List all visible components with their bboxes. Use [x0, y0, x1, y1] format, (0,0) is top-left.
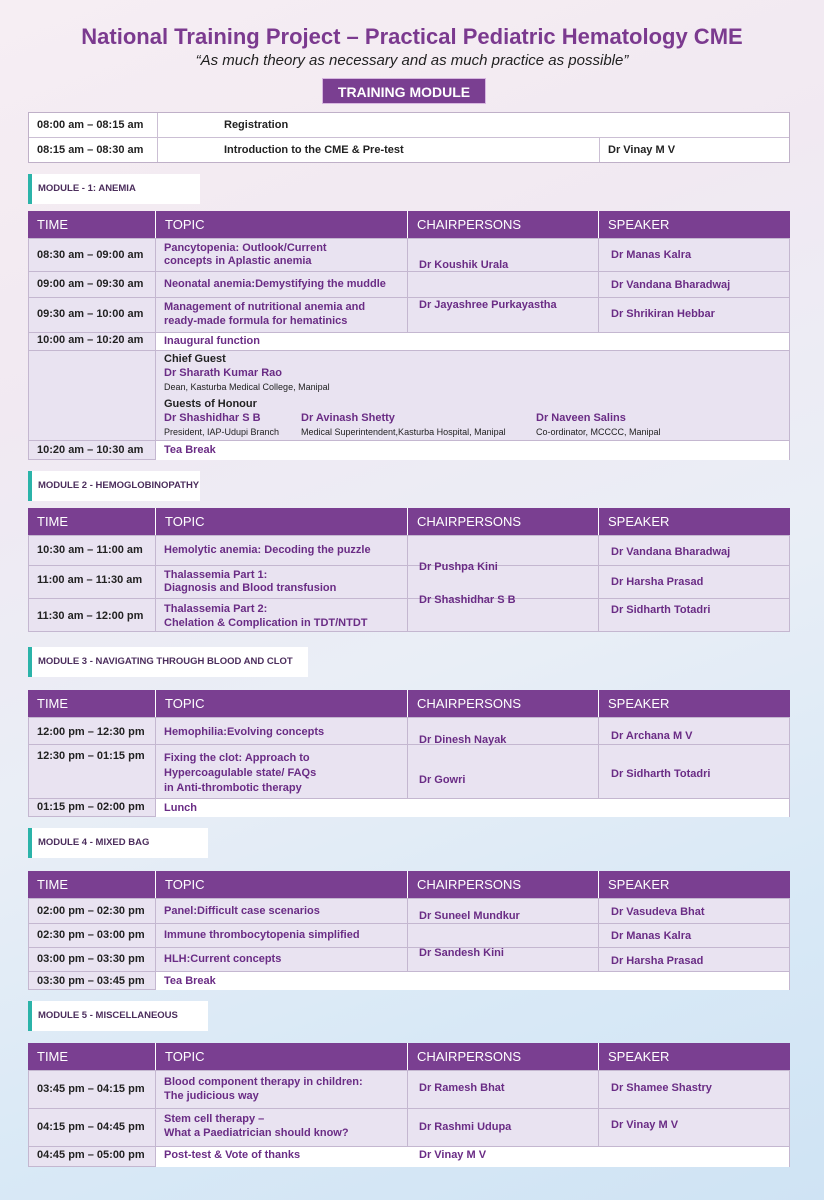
accent-bar — [28, 174, 32, 204]
chief-guest-role: Dean, Kasturba Medical College, Manipal — [164, 382, 330, 392]
time-cell: 09:00 am – 09:30 am — [37, 278, 144, 290]
table-header — [28, 690, 790, 717]
module-5-label — [28, 1001, 208, 1031]
table-row — [29, 138, 789, 162]
col-speaker: SPEAKER — [598, 871, 790, 898]
module-4-table — [28, 898, 790, 990]
module-1-label — [28, 174, 200, 204]
time-cell: 01:15 pm – 02:00 pm — [37, 801, 145, 813]
topic-cell: ready-made formula for hematinics — [164, 315, 348, 327]
time-cell: 03:45 pm – 04:15 pm — [37, 1083, 145, 1095]
table-row — [29, 113, 789, 138]
chairperson: Dr Rashmi Udupa — [419, 1121, 512, 1133]
col-chairpersons: CHAIRPERSONS — [407, 1043, 598, 1070]
module-title: MODULE 2 - HEMOGLOBINOPATHY — [38, 480, 200, 491]
chairperson: Dr Vinay M V — [419, 1149, 487, 1161]
guest-role: President, IAP-Udupi Branch — [164, 427, 280, 437]
topic-cell: Chelation & Complication in TDT/NTDT — [164, 617, 368, 629]
topic-cell: Post-test & Vote of thanks — [164, 1149, 301, 1161]
time-cell: 08:00 am – 08:15 am — [37, 119, 144, 131]
guests-label: Guests of Honour — [164, 398, 257, 410]
time-cell: 02:00 pm – 02:30 pm — [37, 905, 145, 917]
topic-cell: Panel:Difficult case scenarios — [164, 905, 320, 917]
table-header — [28, 211, 790, 238]
col-chairpersons: CHAIRPERSONS — [407, 508, 598, 535]
module-title: MODULE - 1: ANEMIA — [38, 183, 136, 194]
col-time: TIME — [37, 1049, 69, 1064]
module-2-label — [28, 471, 200, 501]
guest-role: Medical Superintendent,Kasturba Hospital, Manipal — [301, 427, 506, 437]
topic-cell: Pancytopenia: Outlook/Current — [164, 242, 327, 254]
col-chairpersons: CHAIRPERSONS — [407, 871, 598, 898]
guest-name: Dr Naveen Salins — [536, 412, 626, 424]
table-header — [28, 508, 790, 535]
col-speaker: SPEAKER — [598, 690, 790, 717]
topic-cell: Hemophilia:Evolving concepts — [164, 726, 325, 738]
topic-cell: Immune thrombocytopenia simplified — [164, 929, 360, 941]
time-cell: 12:00 pm – 12:30 pm — [37, 726, 145, 738]
topic-cell: Fixing the clot: Approach to — [164, 752, 310, 764]
chairperson: Dr Suneel Mundkur — [419, 910, 520, 922]
time-cell: 08:15 am – 08:30 am — [37, 144, 144, 156]
chairperson: Dr Koushik Urala — [419, 259, 509, 271]
col-speaker: SPEAKER — [598, 508, 790, 535]
speaker-cell: Dr Manas Kalra — [611, 249, 692, 261]
chairperson: Dr Jayashree Purkayastha — [419, 299, 557, 311]
module-title: MODULE 5 - MISCELLANEOUS — [38, 1010, 178, 1021]
module-title: MODULE 4 - MIXED BAG — [38, 837, 150, 848]
chairperson: Dr Dinesh Nayak — [419, 734, 507, 746]
time-cell: 10:30 am – 11:00 am — [37, 544, 143, 556]
topic-cell: Lunch — [164, 802, 197, 814]
module-3-label — [28, 647, 308, 677]
col-topic: TOPIC — [155, 211, 407, 238]
speaker-cell: Dr Archana M V — [611, 730, 693, 742]
chairperson: Dr Gowri — [419, 774, 466, 786]
col-time: TIME — [37, 514, 69, 529]
table-header — [28, 871, 790, 898]
speaker-cell: Dr Vasudeva Bhat — [611, 906, 705, 918]
col-time: TIME — [37, 696, 69, 711]
guest-name: Dr Avinash Shetty — [301, 412, 395, 424]
topic-cell: Stem cell therapy – — [164, 1113, 265, 1125]
chairperson: Dr Pushpa Kini — [419, 561, 498, 573]
topic-cell: What a Paediatrician should know? — [164, 1127, 349, 1139]
tagline: “As much theory as necessary and as much practice as possible” — [195, 52, 629, 69]
module-1-table — [28, 238, 790, 460]
col-time: TIME — [37, 877, 69, 892]
time-cell: 12:30 pm – 01:15 pm — [37, 750, 145, 762]
accent-bar — [28, 471, 32, 501]
training-module-label: TRAINING MODULE — [322, 78, 486, 104]
col-topic: TOPIC — [155, 1043, 407, 1070]
chairperson: Dr Shashidhar S B — [419, 594, 516, 606]
guest-name: Dr Shashidhar S B — [164, 412, 261, 424]
module-4-label — [28, 828, 208, 858]
time-cell: 11:30 am – 12:00 pm — [37, 610, 144, 622]
time-cell: 09:30 am – 10:00 am — [37, 308, 144, 320]
time-cell: 03:00 pm – 03:30 pm — [37, 953, 145, 965]
speaker-cell: Dr Harsha Prasad — [611, 955, 704, 967]
speaker-cell: Dr Vinay M V — [611, 1119, 679, 1131]
time-cell: 04:45 pm – 05:00 pm — [37, 1149, 145, 1161]
module-3-table — [28, 717, 790, 817]
topic-cell: HLH:Current concepts — [164, 953, 282, 965]
speaker-cell: Dr Harsha Prasad — [611, 576, 704, 588]
module-5-table — [28, 1070, 790, 1167]
module-2-table — [28, 535, 790, 632]
speaker-cell — [599, 113, 789, 137]
topic-cell: in Anti-thrombotic therapy — [164, 782, 302, 794]
topic-cell: Inaugural function — [164, 335, 260, 347]
module-title: MODULE 3 - NAVIGATING THROUGH BLOOD AND CLOT — [38, 656, 293, 667]
time-cell: 04:15 pm – 04:45 pm — [37, 1121, 145, 1133]
col-speaker: SPEAKER — [598, 1043, 790, 1070]
time-cell: 11:00 am – 11:30 am — [37, 574, 143, 586]
topic-cell: Tea Break — [164, 975, 216, 987]
time-cell: 10:20 am – 10:30 am — [37, 444, 144, 456]
topic-cell: The judicious way — [164, 1090, 259, 1102]
speaker-cell: Dr Shrikiran Hebbar — [611, 308, 715, 320]
topic-cell: concepts in Aplastic anemia — [164, 255, 312, 267]
col-topic: TOPIC — [155, 871, 407, 898]
col-speaker: SPEAKER — [598, 211, 790, 238]
accent-bar — [28, 647, 32, 677]
topic-cell: Registration — [157, 113, 599, 137]
time-cell: 10:00 am – 10:20 am — [37, 334, 144, 346]
time-cell: 02:30 pm – 03:00 pm — [37, 929, 145, 941]
chief-guest-name: Dr Sharath Kumar Rao — [164, 367, 282, 379]
topic-cell: Hemolytic anemia: Decoding the puzzle — [164, 544, 371, 556]
topic-cell: Hypercoagulable state/ FAQs — [164, 767, 317, 779]
speaker-cell: Dr Sidharth Totadri — [611, 768, 711, 780]
time-cell: 08:30 am – 09:00 am — [37, 249, 144, 261]
table-header — [28, 1043, 790, 1070]
chairperson: Dr Sandesh Kini — [419, 947, 504, 959]
chief-guest-label: Chief Guest — [164, 353, 226, 365]
page-title: National Training Project – Practical Pediatric Hematology CME — [81, 24, 743, 49]
speaker-cell: Dr Manas Kalra — [611, 930, 692, 942]
accent-bar — [28, 828, 32, 858]
topic-cell: Diagnosis and Blood transfusion — [164, 582, 337, 594]
speaker-cell: Dr Vandana Bharadwaj — [611, 279, 731, 291]
intro-table — [28, 112, 790, 163]
col-time: TIME — [37, 217, 69, 232]
topic-cell: Management of nutritional anemia and — [164, 301, 366, 313]
speaker-cell: Dr Vandana Bharadwaj — [611, 546, 731, 558]
col-topic: TOPIC — [155, 508, 407, 535]
col-topic: TOPIC — [155, 690, 407, 717]
topic-cell: Tea Break — [164, 444, 216, 456]
guest-role: Co-ordinator, MCCCC, Manipal — [536, 427, 661, 437]
col-chairpersons: CHAIRPERSONS — [407, 211, 598, 238]
chairperson: Dr Ramesh Bhat — [419, 1082, 505, 1094]
col-chairpersons: CHAIRPERSONS — [407, 690, 598, 717]
topic-cell: Thalassemia Part 2: — [164, 603, 268, 615]
speaker-cell: Dr Vinay M V — [599, 138, 789, 162]
topic-cell: Introduction to the CME & Pre-test — [157, 138, 599, 162]
time-cell: 03:30 pm – 03:45 pm — [37, 975, 145, 987]
speaker-cell: Dr Sidharth Totadri — [611, 604, 711, 616]
topic-cell: Neonatal anemia:Demystifying the muddle — [164, 278, 386, 290]
topic-cell: Thalassemia Part 1: — [164, 569, 268, 581]
speaker-cell: Dr Shamee Shastry — [611, 1082, 712, 1094]
accent-bar — [28, 1001, 32, 1031]
topic-cell: Blood component therapy in children: — [164, 1076, 363, 1088]
